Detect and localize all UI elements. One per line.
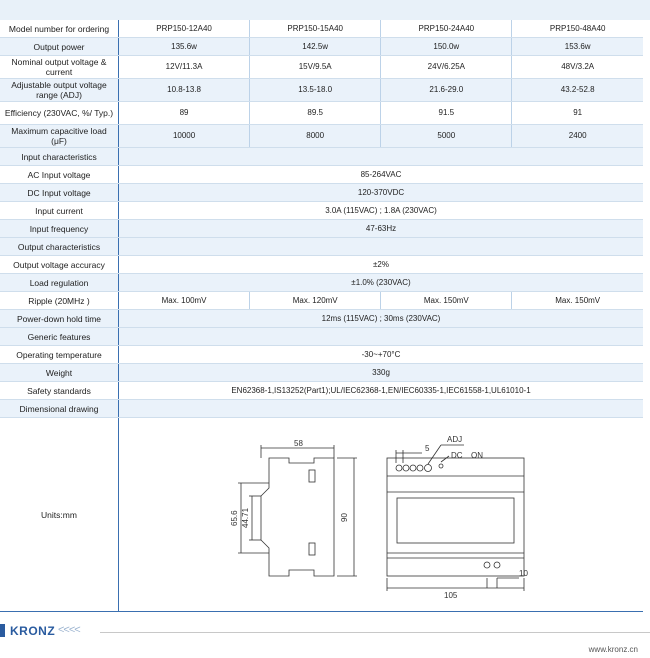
row-value: 150.0w	[381, 38, 512, 56]
row-label: DC Input voltage	[0, 184, 119, 202]
terminal-circle	[403, 465, 409, 471]
row-value: -30~+70°C	[119, 346, 644, 364]
row-label: Load regulation	[0, 274, 119, 292]
row-value: 8000	[250, 125, 381, 148]
spec-row	[0, 38, 643, 56]
dim-90: 90	[340, 513, 349, 522]
dim-58: 58	[294, 439, 303, 448]
spec-row	[0, 310, 643, 328]
row-value: 12V/11.3A	[119, 56, 250, 79]
row-value: 13.5-18.0	[250, 79, 381, 102]
model-cell: PRP150-12A40	[119, 20, 250, 38]
units-label: Units:mm	[0, 418, 119, 612]
model-cell: PRP150-24A40	[381, 20, 512, 38]
row-value: 21.6-29.0	[381, 79, 512, 102]
adj-knob	[425, 465, 432, 472]
section-title: Output characteristics	[0, 238, 119, 256]
row-value: 89	[119, 102, 250, 125]
row-label: Ripple (20MHz )	[0, 292, 119, 310]
row-value: 43.2-52.8	[512, 79, 643, 102]
row-value: 2400	[512, 125, 643, 148]
section-fill	[119, 400, 644, 418]
row-value: 47-63Hz	[119, 220, 644, 238]
row-value: 15V/9.5A	[250, 56, 381, 79]
dim-44-71: 44.71	[241, 507, 250, 528]
row-label: Nominal output voltage & current	[0, 56, 119, 79]
row-value: 330g	[119, 364, 644, 382]
row-value: 153.6w	[512, 38, 643, 56]
section-title: Dimensional drawing	[0, 400, 119, 418]
row-value: 142.5w	[250, 38, 381, 56]
section-row	[0, 238, 643, 256]
section-row	[0, 400, 643, 418]
side-slot-top	[309, 470, 315, 482]
row-value: 24V/6.25A	[381, 56, 512, 79]
spec-table	[0, 20, 643, 612]
spec-row	[0, 125, 643, 148]
spec-row	[0, 220, 643, 238]
section-fill	[119, 328, 644, 346]
row-label: Maximum capacitive load (μF)	[0, 125, 119, 148]
row-value: 120-370VDC	[119, 184, 644, 202]
row-value: 10000	[119, 125, 250, 148]
row-label: Output power	[0, 38, 119, 56]
row-label: AC Input voltage	[0, 166, 119, 184]
row-label: Input frequency	[0, 220, 119, 238]
label-on: ON	[471, 451, 483, 460]
drawing-cell	[119, 418, 644, 612]
section-row	[0, 328, 643, 346]
spec-row	[0, 166, 643, 184]
row-value: Max. 150mV	[381, 292, 512, 310]
row-label: Operating temperature	[0, 346, 119, 364]
row-value: 5000	[381, 125, 512, 148]
dim-10: 10	[519, 569, 528, 578]
dimensional-drawing	[119, 418, 649, 608]
led-dc	[439, 464, 443, 468]
model-cell: PRP150-15A40	[250, 20, 381, 38]
website-link[interactable]: www.kronz.cn	[588, 645, 638, 654]
spec-row	[0, 56, 643, 79]
terminal-circle	[417, 465, 423, 471]
row-label: Input current	[0, 202, 119, 220]
spec-row	[0, 346, 643, 364]
label-dc: DC	[451, 451, 463, 460]
terminal-circle	[410, 465, 416, 471]
row-value: ±1.0% (230VAC)	[119, 274, 644, 292]
dim-105: 105	[444, 591, 458, 600]
spec-row	[0, 292, 643, 310]
spec-row	[0, 382, 643, 400]
model-cell: PRP150-48A40	[512, 20, 643, 38]
label-adj: ADJ	[447, 435, 463, 444]
row-label: Adjustable output voltage range (ADJ)	[0, 79, 119, 102]
row-value: 10.8-13.8	[119, 79, 250, 102]
row-value: 89.5	[250, 102, 381, 125]
chevron-arrows-icon: <<<<	[58, 624, 80, 636]
row-value: Max. 120mV	[250, 292, 381, 310]
side-slot-bottom	[309, 543, 315, 555]
spec-row	[0, 274, 643, 292]
brand-bar	[0, 624, 5, 637]
row-value: 12ms (115VAC) ; 30ms (230VAC)	[119, 310, 644, 328]
side-view-outline	[261, 458, 334, 576]
spec-row	[0, 364, 643, 382]
row-label: Safety standards	[0, 382, 119, 400]
row-value: 91	[512, 102, 643, 125]
output-terminal	[484, 562, 490, 568]
row-label: Weight	[0, 364, 119, 382]
row-value: 3.0A (115VAC) ; 1.8A (230VAC)	[119, 202, 644, 220]
row-label: Output voltage accuracy	[0, 256, 119, 274]
row-label: Power-down hold time	[0, 310, 119, 328]
row-value: 91.5	[381, 102, 512, 125]
model-label: Model number for ordering	[0, 20, 119, 38]
dim-5: 5	[425, 444, 430, 453]
section-row	[0, 148, 643, 166]
row-label: Efficiency (230VAC, %/ Typ.)	[0, 102, 119, 125]
front-window	[397, 498, 514, 543]
section-fill	[119, 238, 644, 256]
spec-row	[0, 102, 643, 125]
drawing-row	[0, 418, 643, 612]
footer-divider	[100, 632, 650, 633]
dim-65-6: 65.6	[230, 510, 239, 526]
spec-row	[0, 184, 643, 202]
spec-row	[0, 202, 643, 220]
spec-row	[0, 79, 643, 102]
output-terminal	[494, 562, 500, 568]
row-value: 135.6w	[119, 38, 250, 56]
brand-logo: KRONZ	[10, 624, 56, 638]
model-row	[0, 20, 643, 38]
section-fill	[119, 148, 644, 166]
row-value: ±2%	[119, 256, 644, 274]
section-title: Input characteristics	[0, 148, 119, 166]
row-value: 48V/3.2A	[512, 56, 643, 79]
section-title: Generic features	[0, 328, 119, 346]
spec-row	[0, 256, 643, 274]
row-value: Max. 100mV	[119, 292, 250, 310]
row-value: EN62368-1,IS13252(Part1);UL/IEC62368-1,EN/IEC60335-1,IEC61558-1,UL61010-1	[119, 382, 644, 400]
row-value: Max. 150mV	[512, 292, 643, 310]
row-value: 85-264VAC	[119, 166, 644, 184]
top-header-band	[0, 0, 650, 20]
terminal-circle	[396, 465, 402, 471]
